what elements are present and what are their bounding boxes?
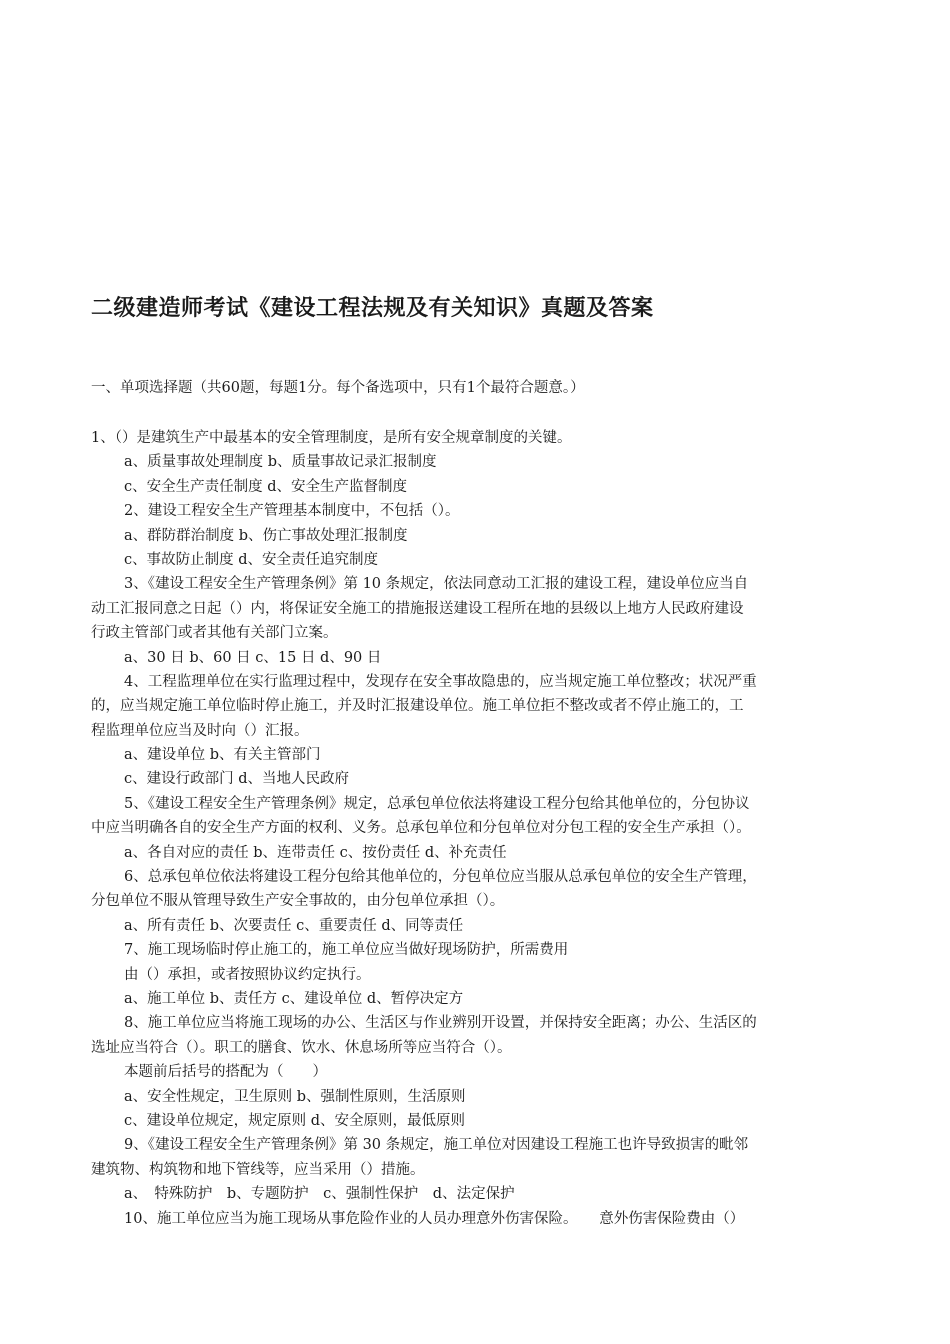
question-8-stem-line-3: 本题前后括号的搭配为（ ） — [124, 1064, 327, 1081]
question-6-stem-line-2: 分包单位不服从管理导致生产安全事故的，由分包单位承担（）。 — [91, 893, 505, 910]
question-6-options: a、所有责任 b、次要责任 c、重要责任 d、同等责任 — [124, 917, 464, 934]
question-1-stem: 1、（）是建筑生产中最基本的安全管理制度，是所有安全规章制度的关键。 — [91, 430, 572, 446]
question-2-stem: 2、建设工程安全生产管理基本制度中，不包括（）。 — [124, 503, 460, 520]
question-9-options: a、 特殊防护 b、专题防护 c、强制性保护 d、法定保护 — [124, 1186, 515, 1203]
question-8-options-cd: c、建设单位规定，规定原则 d、安全原则，最低原则 — [124, 1112, 466, 1129]
question-2-options-ab: a、群防群治制度 b、伤亡事故处理汇报制度 — [124, 527, 408, 544]
question-9-stem-line-2: 建筑物、构筑物和地下管线等，应当采用（）措施。 — [91, 1161, 425, 1178]
question-3-options: a、30 日 b、60 日 c、15 日 d、90 日 — [124, 649, 382, 666]
question-7-stem-line-2: 由（）承担，或者按照协议约定执行。 — [124, 966, 371, 983]
question-3-stem-line-1: 3、《建设工程安全生产管理条例》第 10 条规定，依法同意动工汇报的建设工程，建设单位应当自 — [124, 576, 749, 593]
question-4-options-cd: c、建设行政部门 d、当地人民政府 — [124, 771, 350, 788]
question-4-stem-line-1: 4、工程监理单位在实行监理过程中，发现存在安全事故隐患的，应当规定施工单位整改；状况严重 — [124, 673, 757, 690]
question-7-stem-line-1: 7、施工现场临时停止施工的，施工单位应当做好现场防护，所需费用 — [124, 942, 569, 959]
question-list — [91, 426, 857, 1231]
question-3-stem-line-2: 动工汇报同意之日起（）内，将保证安全施工的措施报送建设工程所在地的县级以上地方人民政府建设 — [91, 600, 744, 617]
question-5-stem-line-1: 5、《建设工程安全生产管理条例》规定，总承包单位依法将建设工程分包给其他单位的，分包协议 — [124, 795, 750, 812]
question-5-options: a、各自对应的责任 b、连带责任 c、按份责任 d、补充责任 — [124, 844, 507, 861]
question-8-options-ab: a、安全性规定，卫生原则 b、强制性原则，生活原则 — [124, 1088, 466, 1105]
question-2-options-cd: c、事故防止制度 d、安全责任追究制度 — [124, 551, 379, 568]
document-title: 二级建造师考试《建设工程法规及有关知识》真题及答案 — [91, 296, 654, 321]
question-9-stem-line-1: 9、《建设工程安全生产管理条例》第 30 条规定，施工单位对因建设工程施工也许导致损害的毗邻 — [124, 1137, 749, 1154]
question-5-stem-line-2: 中应当明确各自的安全生产方面的权利、义务。总承包单位和分包单位对分包工程的安全生产承担（）。 — [91, 820, 751, 837]
question-6-stem-line-1: 6、总承包单位依法将建设工程分包给其他单位的，分包单位应当服从总承包单位的安全生产管理， — [124, 869, 757, 886]
question-10-stem-line-1: 10、施工单位应当为施工现场从事危险作业的人员办理意外伤害保险。 意外伤害保险费由（） — [124, 1210, 745, 1227]
question-8-stem-line-1: 8、施工单位应当将施工现场的办公、生活区与作业辨别开设置，并保持安全距离；办公、生活区的 — [124, 1015, 757, 1032]
question-1-options-ab: a、质量事故处理制度 b、质量事故记录汇报制度 — [124, 454, 437, 471]
question-4-stem-line-3: 程监理单位应当及时向（）汇报。 — [91, 722, 309, 739]
question-4-options-ab: a、建设单位 b、有关主管部门 — [124, 747, 321, 764]
question-1-options-cd: c、安全生产责任制度 d、安全生产监督制度 — [124, 478, 408, 495]
section-heading: 一、单项选择题（共60题，每题1分。每个备选项中，只有1个最符合题意。） — [91, 380, 585, 396]
question-4-stem-line-2: 的，应当规定施工单位临时停止施工，并及时汇报建设单位。施工单位拒不整改或者不停止施工的，工 — [91, 698, 744, 715]
question-8-stem-line-2: 选址应当符合（）。职工的膳食、饮水、休息场所等应当符合（）。 — [91, 1039, 512, 1056]
question-3-stem-line-3: 行政主管部门或者其他有关部门立案。 — [91, 625, 338, 642]
question-7-options: a、施工单位 b、责任方 c、建设单位 d、暂停决定方 — [124, 990, 464, 1007]
